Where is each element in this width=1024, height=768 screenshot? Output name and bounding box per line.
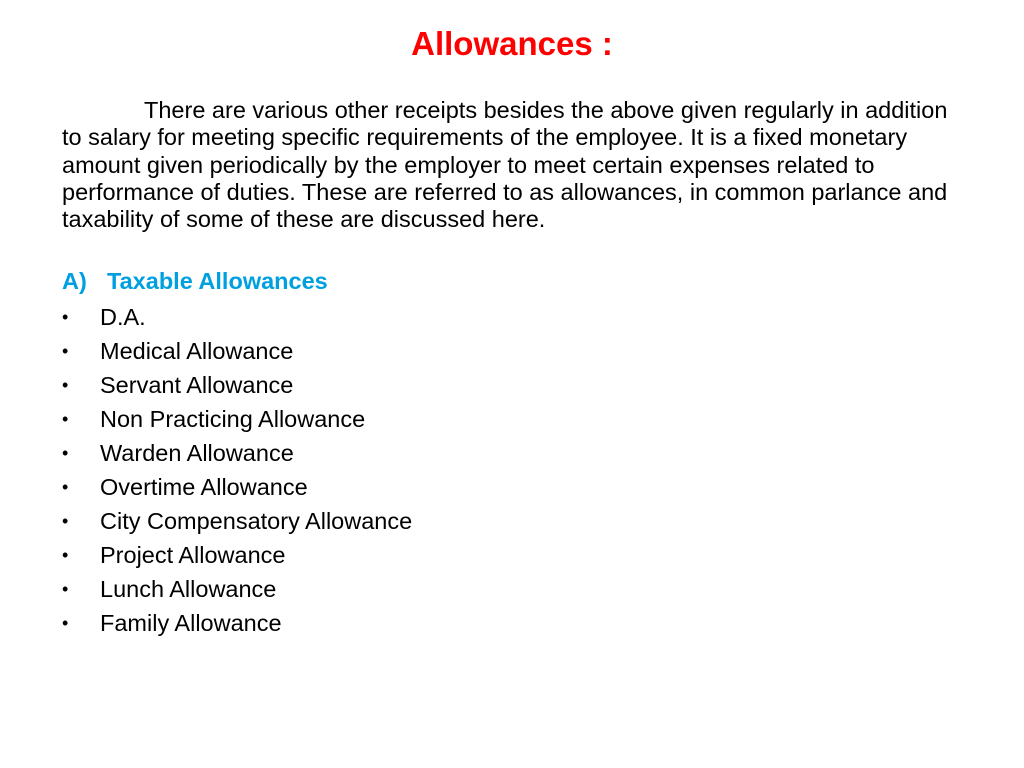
- bullet-icon: •: [62, 409, 69, 429]
- list-item-text: Non Practicing Allowance: [100, 406, 366, 432]
- section-heading-text: Taxable Allowances: [107, 268, 328, 294]
- list-item: [62, 572, 412, 606]
- list-item: [62, 402, 412, 436]
- list-item: [62, 470, 412, 504]
- intro-paragraph: [62, 97, 962, 233]
- list-item: [62, 300, 412, 334]
- bullet-icon: •: [62, 511, 69, 531]
- list-item: [62, 368, 412, 402]
- list-item: [62, 606, 412, 640]
- list-item-text: Family Allowance: [100, 610, 282, 636]
- intro-paragraph-text: There are various other receipts besides the above given regularly in addition to salary for meeting specific requirements of the employee. It is a fixed monetary amount given periodically by the employer to meet certain expenses related to performance of duties. These are referred to as allowances, in common parlance and taxability of some of these are discussed here.: [62, 97, 948, 233]
- list-item-text: Project Allowance: [100, 542, 286, 568]
- bullet-icon: •: [62, 545, 69, 565]
- bullet-icon: •: [62, 375, 69, 395]
- list-item: [62, 504, 412, 538]
- list-item: [62, 538, 412, 572]
- slide-title: Allowances :: [411, 25, 613, 62]
- section-heading: [62, 266, 328, 296]
- list-item: [62, 436, 412, 470]
- allowance-list: [62, 300, 412, 640]
- list-item: [62, 334, 412, 368]
- list-item-text: Servant Allowance: [100, 372, 294, 398]
- section-marker: A): [62, 268, 87, 294]
- list-item-text: D.A.: [100, 304, 146, 330]
- bullet-icon: •: [62, 579, 69, 599]
- list-item-text: City Compensatory Allowance: [100, 508, 413, 534]
- list-item-text: Overtime Allowance: [100, 474, 308, 500]
- list-item-text: Lunch Allowance: [100, 576, 277, 602]
- bullet-icon: •: [62, 443, 69, 463]
- bullet-icon: •: [62, 613, 69, 633]
- list-item-text: Warden Allowance: [100, 440, 294, 466]
- bullet-icon: •: [62, 307, 69, 327]
- list-item-text: Medical Allowance: [100, 338, 294, 364]
- bullet-icon: •: [62, 341, 69, 361]
- bullet-icon: •: [62, 477, 69, 497]
